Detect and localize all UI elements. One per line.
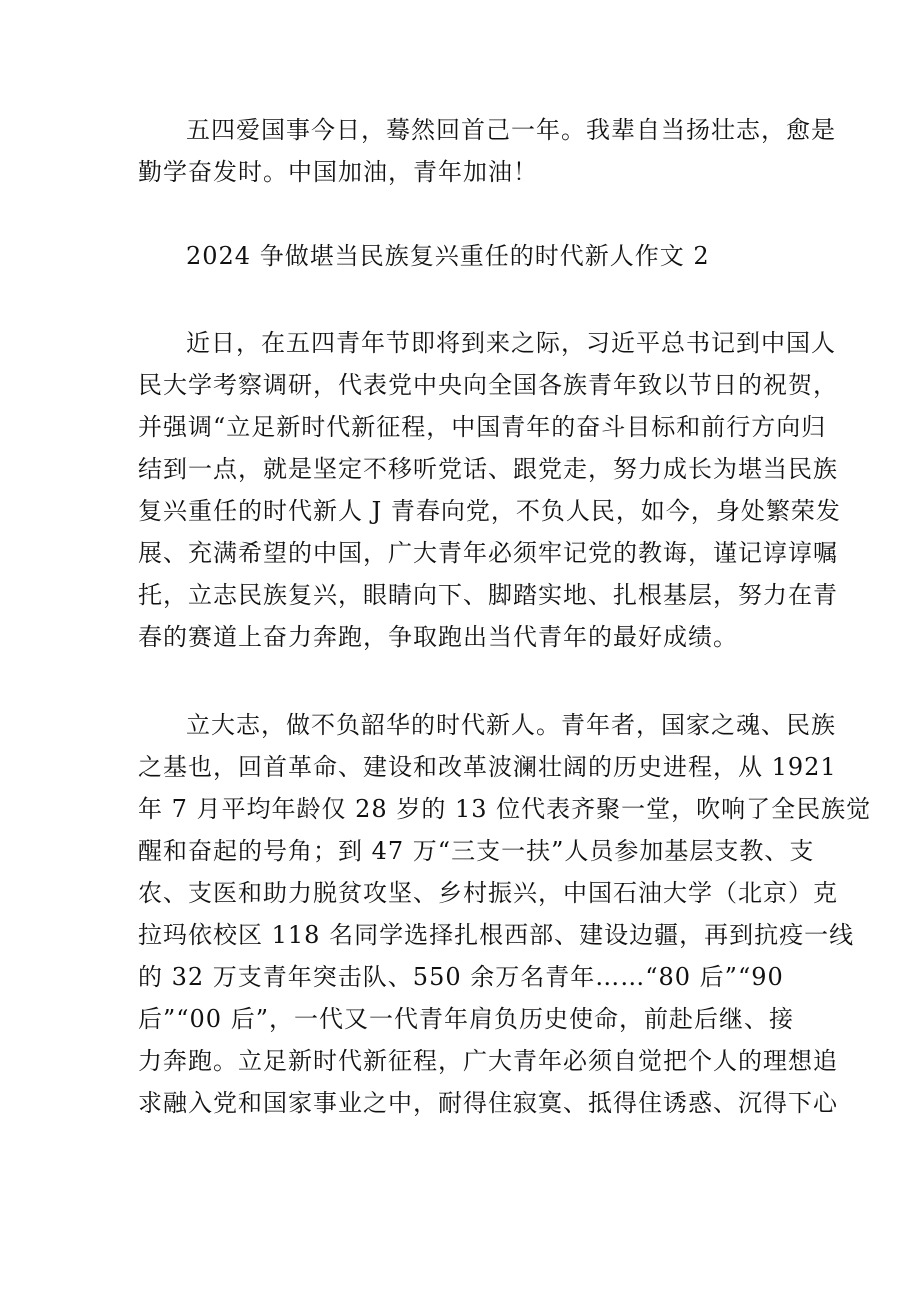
paragraph-line: 复兴重任的时代新人 J 青春向党，不负人民，如今，身处繁荣发	[138, 497, 841, 525]
paragraph-line: 结到一点，就是坚定不移听党话、跟党走，努力成长为堪当民族	[138, 455, 838, 483]
paragraph-line: 力奔跑。立足新时代新征程，广大青年必须自觉把个人的理想追	[138, 1047, 838, 1075]
paragraph-line: 展、充满希望的中国，广大青年必须牢记党的教诲，谨记谆谆嘱	[138, 539, 838, 567]
paragraph-line: 近日，在五四青年节即将到来之际，习近平总书记到中国人	[186, 329, 836, 357]
paragraph-line: 勤学奋发时。中国加油，青年加油！	[138, 158, 538, 186]
paragraph-line: 后”“00 后”，一代又一代青年肩负历史使命，前赴后继、接	[138, 1005, 794, 1033]
paragraph-line: 立大志，做不负韶华的时代新人。青年者，国家之魂、民族	[186, 711, 836, 739]
paragraph-line: 拉玛依校区 118 名同学选择扎根西部、建设边疆，再到抗疫一线	[138, 921, 855, 949]
paragraph-line: 民大学考察调研，代表党中央向全国各族青年致以节日的祝贺，	[138, 371, 838, 399]
paragraph-line: 农、支医和助力脱贫攻坚、乡村振兴，中国石油大学（北京）克	[138, 879, 838, 907]
paragraph-line: 托，立志民族复兴，眼睛向下、脚踏实地、扎根基层，努力在青	[138, 581, 838, 609]
article-heading: 2024 争做堪当民族复兴重任的时代新人作文 2	[186, 242, 710, 270]
paragraph-line: 的 32 万支青年突击队、550 余万名青年……“80 后”“90	[138, 963, 784, 991]
paragraph-line: 年 7 月平均年龄仅 28 岁的 13 位代表齐聚一堂，吹响了全民族觉	[138, 795, 872, 823]
paragraph-line: 之基也，回首革命、建设和改革波澜壮阔的历史进程，从 1921	[138, 753, 837, 781]
paragraph-line: 春的赛道上奋力奔跑，争取跑出当代青年的最好成绩。	[138, 623, 738, 651]
paragraph-line: 五四爱国事今日，蓦然回首己一年。我辈自当扬壮志，愈是	[186, 116, 836, 144]
paragraph-line: 求融入党和国家事业之中，耐得住寂寞、抵得住诱惑、沉得下心	[138, 1089, 838, 1117]
paragraph-line: 醒和奋起的号角；到 47 万“三支一扶”人员参加基层支教、支	[138, 837, 815, 865]
paragraph-line: 并强调“立足新时代新征程，中国青年的奋斗目标和前行方向归	[138, 413, 827, 441]
